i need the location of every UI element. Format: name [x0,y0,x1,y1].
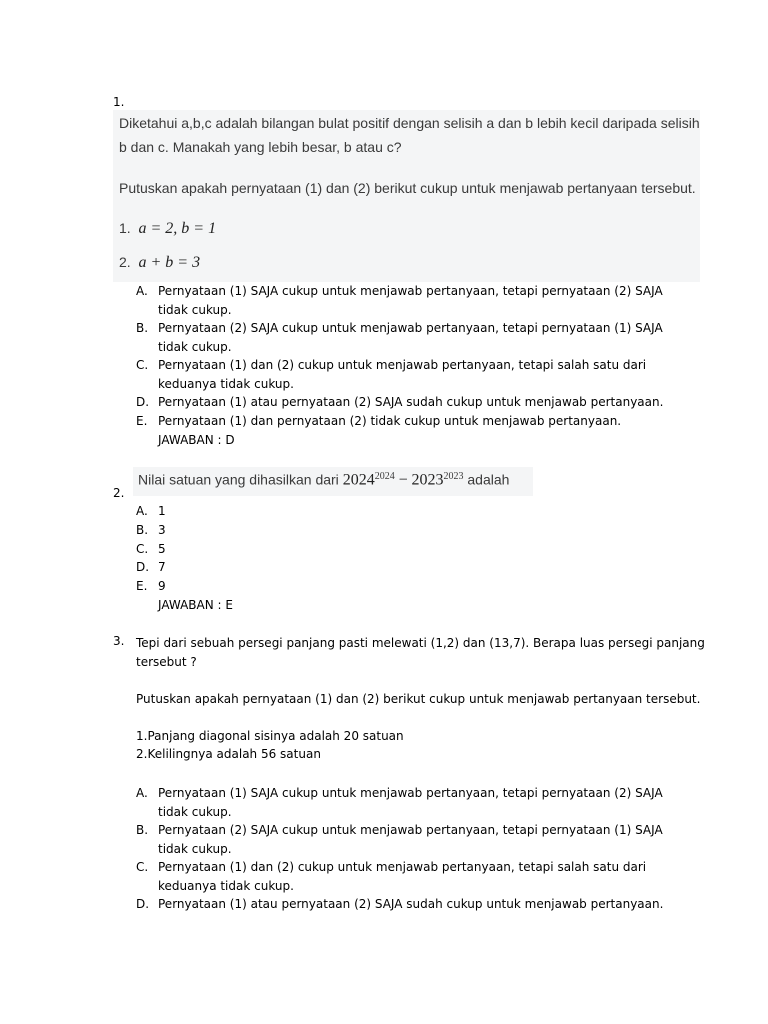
question-2-number: 2. [113,486,125,500]
q2-suffix: adalah [467,471,510,488]
option-letter: B. [136,823,149,837]
q1-statement-2 [119,254,200,272]
q2-exponent-1: 2024 [374,471,395,482]
option-text: 5 [158,542,166,556]
q3-statement-2: 2.Kelilingnya adalah 56 satuan [136,747,321,761]
q1-statement-2-math: a + b = 3 [138,254,201,271]
option-letter: A. [136,786,148,800]
option-text: Pernyataan (1) atau pernyataan (2) SAJA sudah cukup untuk menjawab pertanyaan. [158,395,664,409]
option-letter: D. [136,897,150,911]
option-letter: B. [136,523,149,537]
q1-image-instruction: Putuskan apakah pernyataan (1) dan (2) berikut cukup untuk menjawab pertanyaan tersebut. [119,180,696,196]
option-letter: D. [136,395,150,409]
option-text: 1 [158,504,166,518]
q1-statement-1-math: a = 2, b = 1 [138,220,217,237]
q3-question-line-1: Tepi dari sebuah persegi panjang pasti melewati (1,2) dan (13,7). Berapa luas persegi panjang [136,636,705,650]
option-letter: E. [136,414,148,428]
q2-base-2: 2023 [411,471,444,489]
option-letter: A. [136,284,148,298]
q1-statement-2-number: 2. [119,254,131,270]
q1-image-line-1: Diketahui a,b,c adalah bilangan bulat positif dengan selisih a dan b lebih kecil daripada selisih [119,115,700,131]
option-text: Pernyataan (1) SAJA cukup untuk menjawab pertanyaan, tetapi pernyataan (2) SAJA tidak cukup. [158,284,663,317]
option-letter: D. [136,560,150,574]
q1-statement-1 [119,220,216,238]
question-2-image [133,467,533,496]
question-3-number: 3. [113,634,125,648]
option-letter: A. [136,504,148,518]
option-text: 3 [158,523,166,537]
option-letter: E. [136,579,148,593]
q2-base-1: 2024 [342,471,375,489]
q2-image-text [138,471,509,490]
option-text: Pernyataan (1) SAJA cukup untuk menjawab pertanyaan, tetapi pernyataan (2) SAJA tidak cukup. [158,786,663,819]
q1-statement-1-number: 1. [119,220,131,236]
option-text: Pernyataan (1) dan pernyataan (2) tidak cukup untuk menjawab pertanyaan. [158,414,622,428]
question-1-image [113,110,700,282]
option-letter: C. [136,542,149,556]
q2-answer: JAWABAN : E [158,598,233,612]
option-letter: C. [136,358,149,372]
q2-prefix: Nilai satuan yang dihasilkan dari [138,471,339,488]
option-text: 9 [158,579,166,593]
q3-question-line-2: tersebut ? [136,655,197,669]
q1-image-line-2: b dan c. Manakah yang lebih besar, b atau c? [119,139,402,155]
q3-statement-1: 1.Panjang diagonal sisinya adalah 20 satuan [136,729,404,743]
option-letter: B. [136,321,149,335]
q1-answer: JAWABAN : D [158,433,235,447]
option-text: Pernyataan (1) dan (2) cukup untuk menjawab pertanyaan, tetapi salah satu dari keduanya tidak cukup. [158,358,647,391]
q2-minus: − [398,471,408,489]
option-text: Pernyataan (1) dan (2) cukup untuk menjawab pertanyaan, tetapi salah satu dari keduanya tidak cukup. [158,860,647,893]
option-letter: C. [136,860,149,874]
q2-exponent-2: 2023 [443,471,464,482]
q3-instruction: Putuskan apakah pernyataan (1) dan (2) berikut cukup untuk menjawab pertanyaan tersebut. [136,692,701,706]
option-text: Pernyataan (2) SAJA cukup untuk menjawab pertanyaan, tetapi pernyataan (1) SAJA tidak cukup. [158,321,663,354]
option-text: Pernyataan (2) SAJA cukup untuk menjawab pertanyaan, tetapi pernyataan (1) SAJA tidak cukup. [158,823,663,856]
option-text: Pernyataan (1) atau pernyataan (2) SAJA sudah cukup untuk menjawab pertanyaan. [158,897,664,911]
question-1-number: 1. [113,95,125,109]
option-text: 7 [158,560,166,574]
